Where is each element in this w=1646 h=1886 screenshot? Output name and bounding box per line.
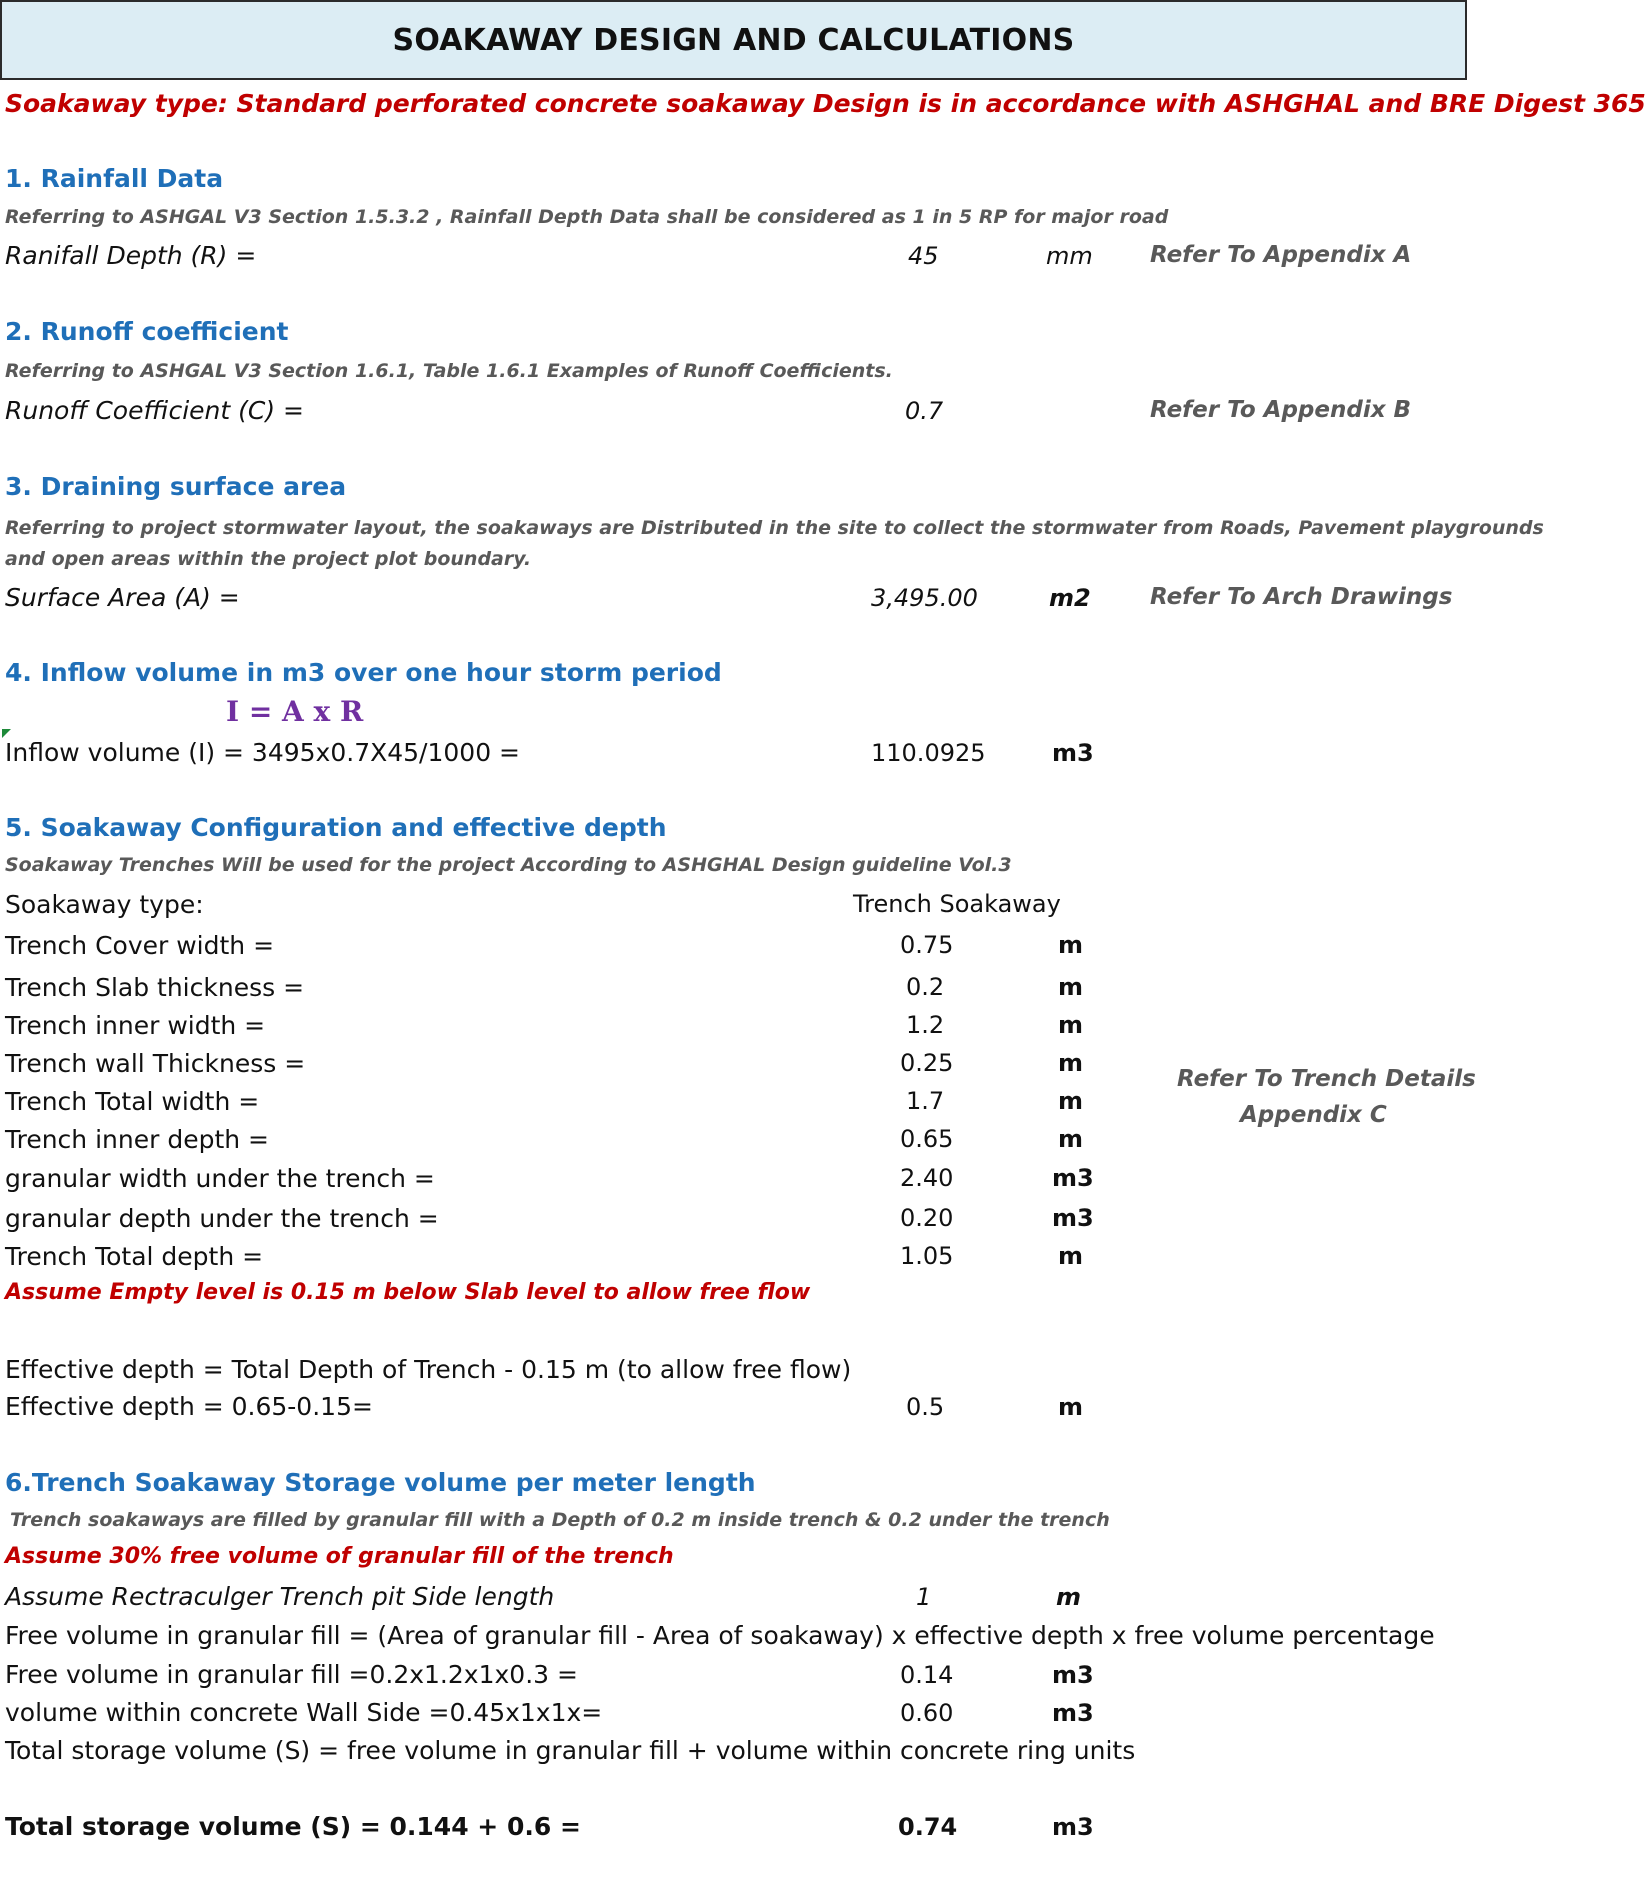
- section-5-heading: 5. Soakaway Configuration and effective depth: [5, 813, 667, 842]
- config-row-label: Trench Total width =: [5, 1087, 260, 1116]
- config-row-label: Trench Slab thickness =: [5, 973, 305, 1002]
- config-row-unit: m3: [1052, 1164, 1094, 1192]
- config-row-value: 0.75: [900, 931, 954, 959]
- free-volume-formula: Free volume in granular fill = (Area of granular fill - Area of soakaway) x effective depth x free volume percentage: [5, 1621, 1435, 1650]
- config-row-unit: m: [1058, 1011, 1084, 1039]
- section-5-note: Soakaway Trenches Will be used for the project According to ASHGHAL Design guideline Vol.3: [5, 854, 1012, 876]
- config-row-value: 1.2: [906, 1011, 945, 1039]
- inflow-formula: I = A x R: [226, 695, 364, 728]
- section-3-heading: 3. Draining surface area: [5, 472, 347, 501]
- total-storage-unit: m3: [1052, 1813, 1094, 1841]
- intro-text: Soakaway type: Standard perforated concrete soakaway Design is in accordance with ASHGHAL and BRE Digest 365: [5, 89, 1646, 118]
- rainfall-depth-label: Ranifall Depth (R) =: [5, 241, 257, 270]
- rainfall-depth-unit: mm: [1046, 242, 1093, 270]
- section-3-note-line2: and open areas within the project plot boundary.: [5, 548, 532, 570]
- surface-area-value: 3,495.00: [871, 584, 978, 612]
- inflow-volume-value: 110.0925: [871, 739, 986, 767]
- section-1-heading: 1. Rainfall Data: [5, 164, 224, 193]
- soakaway-type-value: Trench Soakaway: [853, 890, 1061, 918]
- config-row-value: 1.05: [900, 1242, 954, 1270]
- trench-details-appendix: Appendix C: [1240, 1102, 1387, 1128]
- surface-area-unit: m2: [1049, 584, 1091, 612]
- inflow-volume-unit: m3: [1052, 739, 1094, 767]
- soakaway-type-label: Soakaway type:: [5, 890, 204, 919]
- config-row-unit: m: [1058, 1125, 1084, 1153]
- cell-comment-marker: [2, 729, 11, 738]
- config-row-unit: m: [1058, 1242, 1084, 1270]
- config-row-label: Trench inner depth =: [5, 1125, 269, 1154]
- config-row-label: Trench wall Thickness =: [5, 1049, 306, 1078]
- effective-depth-label: Effective depth = 0.65-0.15=: [5, 1392, 373, 1421]
- effective-depth-definition: Effective depth = Total Depth of Trench - 0.15 m (to allow free flow): [5, 1355, 852, 1384]
- config-row-label: Trench Cover width =: [5, 931, 275, 960]
- wall-volume-label: volume within concrete Wall Side =0.45x1x1x=: [5, 1698, 603, 1727]
- total-storage-label: Total storage volume (S) = 0.144 + 0.6 =: [5, 1812, 581, 1841]
- side-length-label: Assume Rectraculger Trench pit Side length: [5, 1582, 555, 1611]
- config-row-unit: m: [1058, 1049, 1084, 1077]
- trench-details-ref: Refer To Trench Details: [1177, 1066, 1476, 1092]
- surface-area-label: Surface Area (A) =: [5, 583, 240, 612]
- free-volume-label: Free volume in granular fill =0.2x1.2x1x0.3 =: [5, 1660, 578, 1689]
- effective-depth-unit: m: [1058, 1393, 1084, 1421]
- inflow-volume-label: Inflow volume (I) = 3495x0.7X45/1000 =: [5, 738, 520, 767]
- assume-free-volume: Assume 30% free volume of granular fill of the trench: [5, 1544, 674, 1569]
- wall-volume-unit: m3: [1052, 1699, 1094, 1727]
- config-row-unit: m: [1058, 931, 1084, 959]
- section-6-heading: 6.Trench Soakaway Storage volume per meter length: [5, 1468, 756, 1497]
- config-row-value: 0.2: [906, 973, 945, 1001]
- free-volume-unit: m3: [1052, 1661, 1094, 1689]
- section-6-note: Trench soakaways are filled by granular fill with a Depth of 0.2 m inside trench & 0.2 under the trench: [10, 1509, 1110, 1531]
- config-row-value: 0.25: [900, 1049, 954, 1077]
- total-storage-formula: Total storage volume (S) = free volume in granular fill + volume within concrete ring units: [5, 1736, 1136, 1765]
- rainfall-ref: Refer To Appendix A: [1150, 242, 1412, 268]
- page-title: SOAKAWAY DESIGN AND CALCULATIONS: [0, 0, 1467, 80]
- config-row-label: Trench inner width =: [5, 1011, 266, 1040]
- wall-volume-value: 0.60: [900, 1699, 954, 1727]
- runoff-coefficient-label: Runoff Coefficient (C) =: [5, 396, 304, 425]
- config-row-value: 0.20: [900, 1204, 954, 1232]
- runoff-ref: Refer To Appendix B: [1150, 397, 1412, 423]
- config-row-unit: m3: [1052, 1204, 1094, 1232]
- config-row-label: granular depth under the trench =: [5, 1204, 439, 1233]
- config-row-unit: m: [1058, 1087, 1084, 1115]
- section-3-note-line1: Referring to project stormwater layout, the soakaways are Distributed in the site to collect the stormwater from Roads, Pavement playgrounds: [5, 517, 1544, 539]
- section-2-note: Referring to ASHGAL V3 Section 1.6.1, Table 1.6.1 Examples of Runoff Coefficients.: [5, 360, 893, 382]
- config-row-label: granular width under the trench =: [5, 1164, 435, 1193]
- effective-depth-value: 0.5: [906, 1393, 945, 1421]
- config-row-label: Trench Total depth =: [5, 1242, 264, 1271]
- config-row-value: 1.7: [906, 1087, 945, 1115]
- side-length-unit: m: [1056, 1583, 1082, 1611]
- assume-empty-level: Assume Empty level is 0.15 m below Slab level to allow free flow: [5, 1280, 811, 1305]
- side-length-value: 1: [916, 1583, 932, 1611]
- config-row-unit: m: [1058, 973, 1084, 1001]
- config-row-value: 0.65: [900, 1125, 954, 1153]
- section-1-note: Referring to ASHGAL V3 Section 1.5.3.2 , Rainfall Depth Data shall be considered as 1 in 5 RP for major road: [5, 206, 1169, 228]
- section-4-heading: 4. Inflow volume in m3 over one hour storm period: [5, 658, 722, 687]
- section-2-heading: 2. Runoff coefficient: [5, 317, 289, 346]
- config-row-value: 2.40: [900, 1164, 954, 1192]
- surface-area-ref: Refer To Arch Drawings: [1150, 584, 1453, 610]
- total-storage-value: 0.74: [898, 1813, 958, 1841]
- free-volume-value: 0.14: [900, 1661, 954, 1689]
- runoff-coefficient-value: 0.7: [905, 397, 944, 425]
- rainfall-depth-value: 45: [908, 242, 939, 270]
